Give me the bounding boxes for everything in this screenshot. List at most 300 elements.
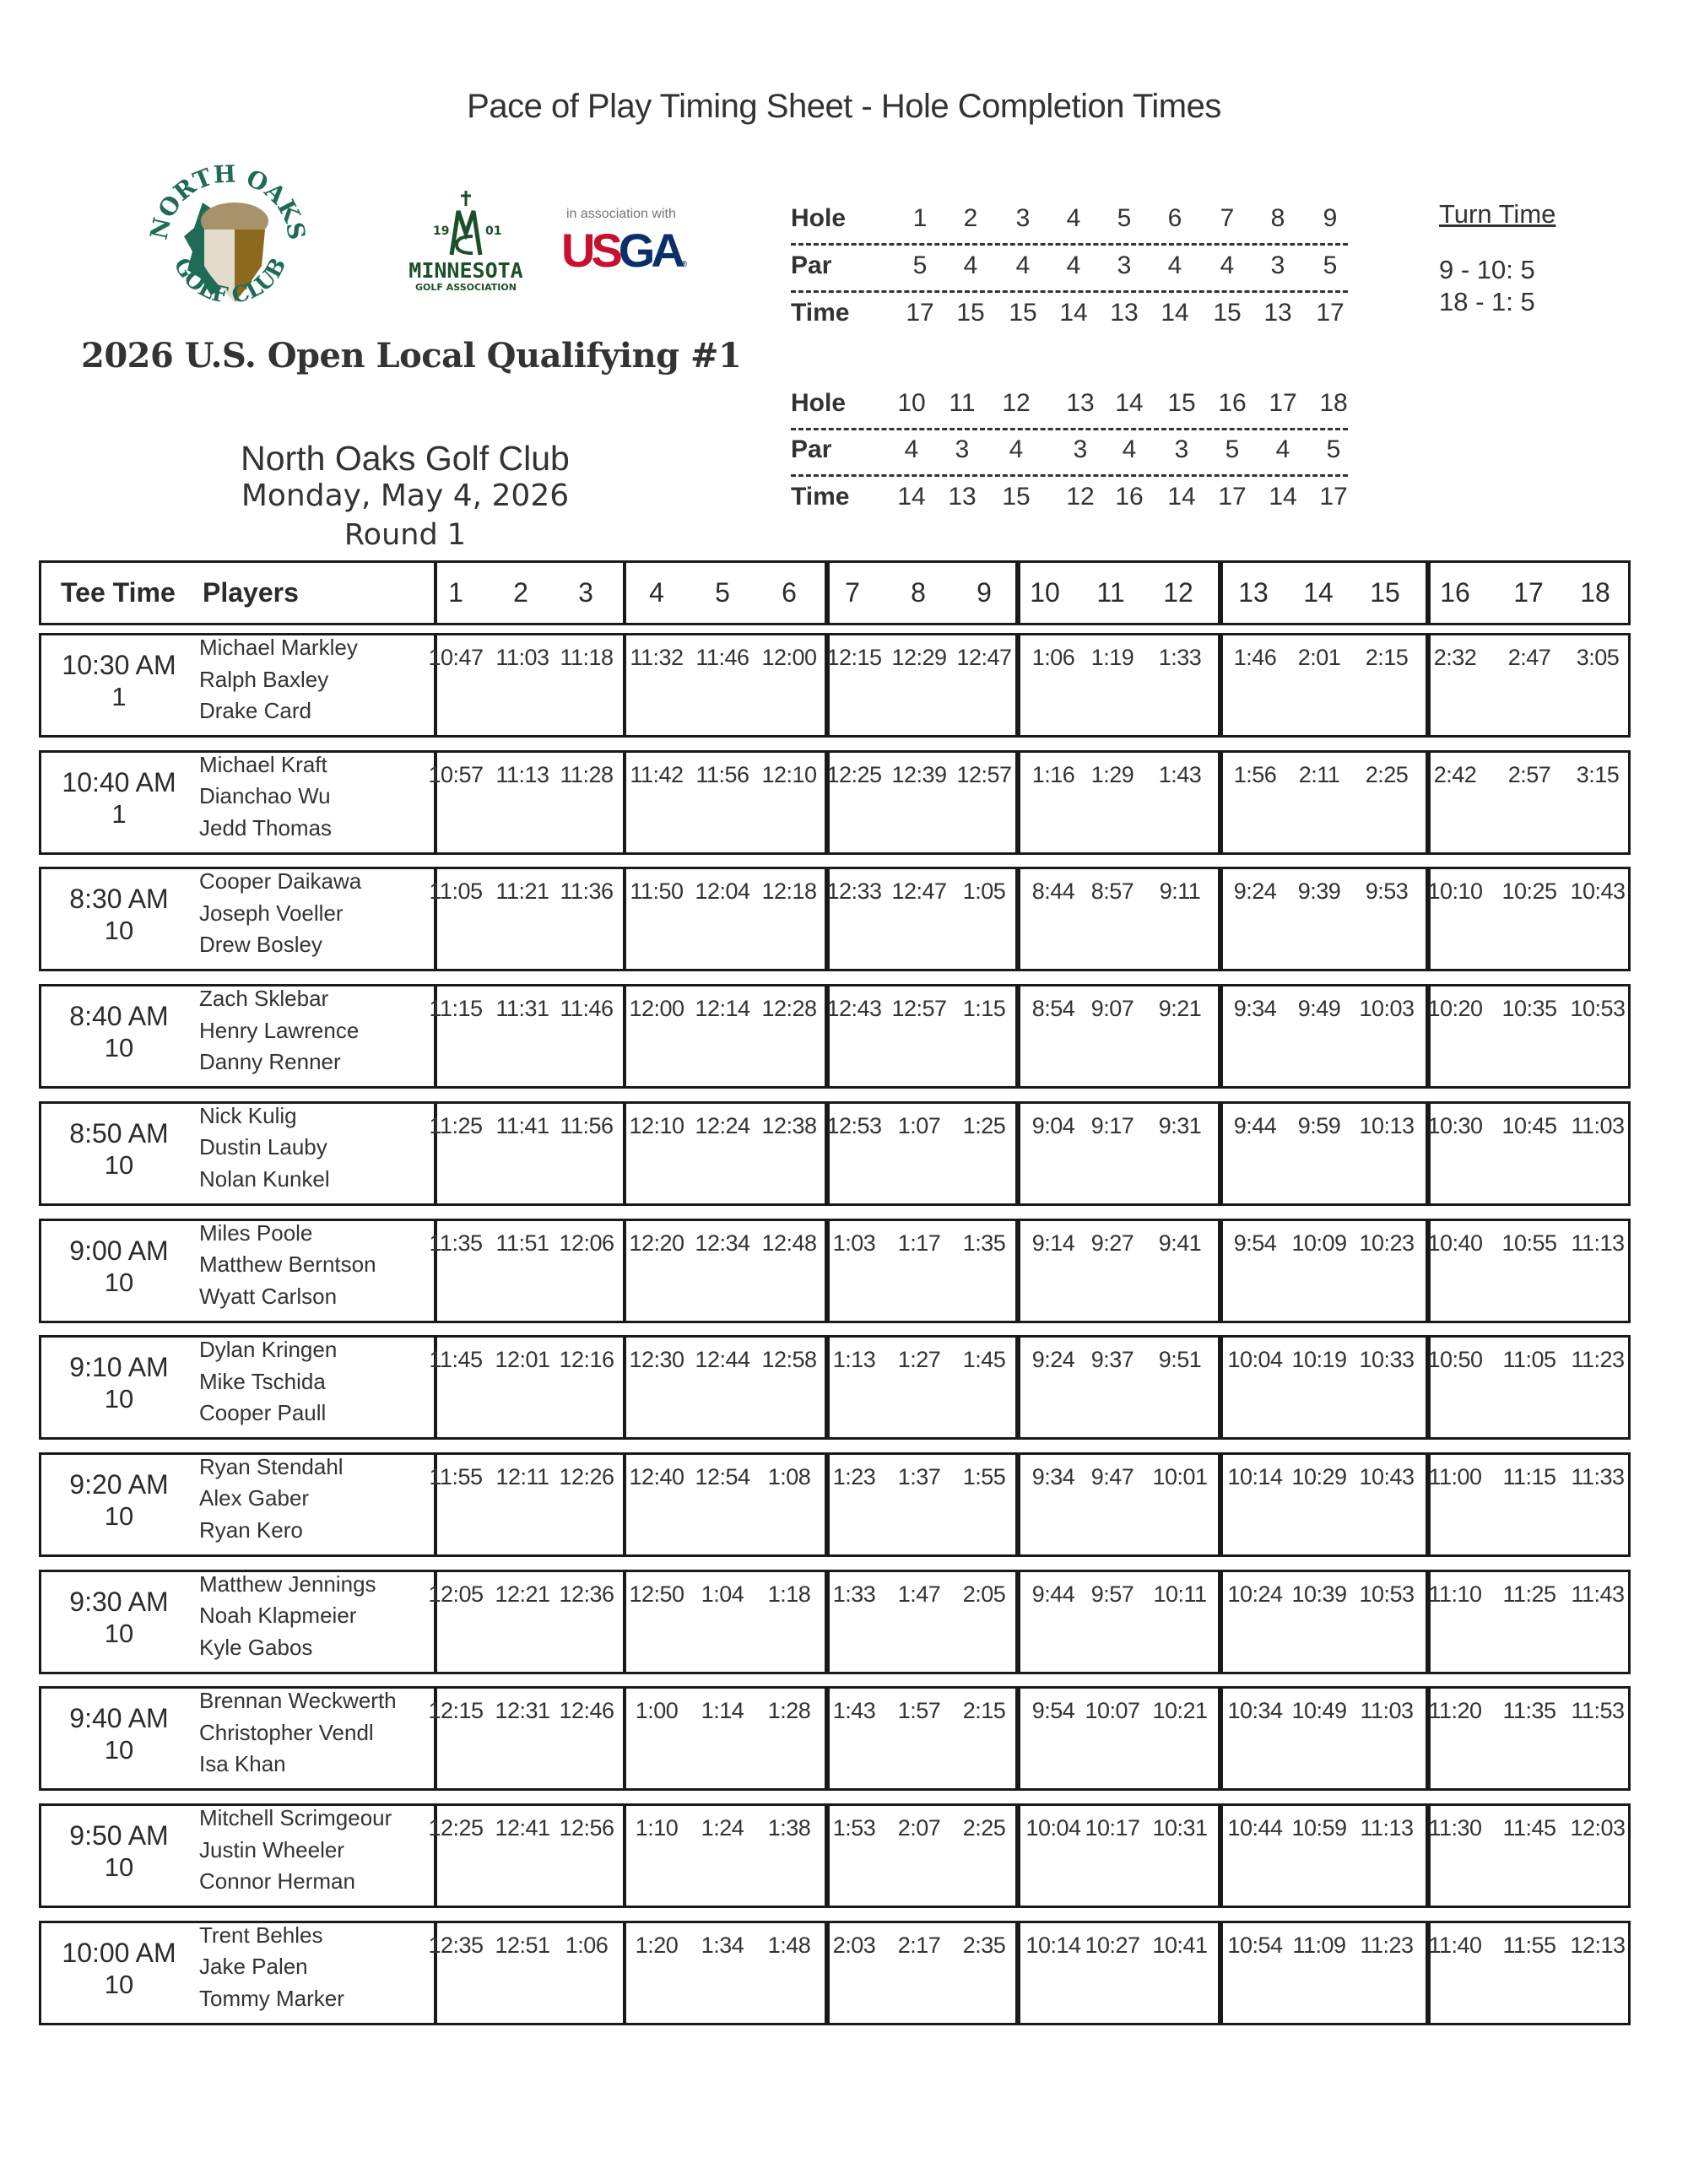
back_nine-par-value: 5 <box>1326 435 1341 463</box>
hole-completion-time: 1:38 <box>767 1815 811 1841</box>
hole-completion-time: 11:09 <box>1292 1932 1346 1958</box>
hole-completion-time: 11:55 <box>429 1463 483 1489</box>
starting-hole: 10 <box>104 1618 134 1648</box>
back_nine-hole-value: 13 <box>1066 389 1095 417</box>
page-title: Pace of Play Timing Sheet - Hole Completion Times <box>467 88 1221 125</box>
hole-number-header: 9 <box>977 577 992 608</box>
minnesota-golf-association-logo <box>392 187 540 297</box>
hole-completion-time: 12:10 <box>629 1112 684 1138</box>
hole-number-header: 3 <box>578 577 593 608</box>
hole-completion-time: 3:15 <box>1576 761 1620 787</box>
hole-completion-time: 2:32 <box>1433 645 1477 670</box>
hole-completion-time: 12:15 <box>428 1698 484 1724</box>
back_nine-par-value: 3 <box>1073 435 1088 463</box>
hole-completion-time: 11:43 <box>1571 1581 1625 1607</box>
starting-hole: 1 <box>111 798 127 829</box>
hole-completion-time: 8:44 <box>1031 878 1075 905</box>
hole-completion-time: 1:06 <box>1031 645 1075 670</box>
hole-completion-time: 2:15 <box>962 1698 1006 1724</box>
hole-completion-time: 1:13 <box>832 1347 876 1373</box>
front_nine-par-value: 5 <box>1323 251 1338 279</box>
hole-completion-time: 2:42 <box>1433 761 1477 787</box>
event-title: 2026 U.S. Open Local Qualifying #1 <box>81 336 742 376</box>
hole-completion-time: 1:20 <box>635 1932 679 1958</box>
hole-completion-time: 11:03 <box>495 645 549 670</box>
hole-completion-time: 12:26 <box>559 1463 614 1489</box>
back_nine-time-value: 16 <box>1115 483 1144 511</box>
registered-icon: ® <box>680 260 688 269</box>
hole-completion-time: 11:40 <box>1428 1932 1482 1958</box>
front_nine-par-value: 4 <box>963 251 978 279</box>
hole-completion-time: 1:10 <box>635 1815 679 1841</box>
front_nine-hole-value: 1 <box>912 204 928 232</box>
tee-time: 10:40 AM <box>62 766 176 797</box>
hole-completion-time: 1:33 <box>1158 645 1202 670</box>
hole-completion-time: 10:10 <box>1427 878 1483 905</box>
hole-completion-time: 11:46 <box>560 996 614 1022</box>
hole-completion-time: 12:01 <box>495 1347 550 1373</box>
hole-completion-time: 11:31 <box>495 996 549 1022</box>
table-row <box>39 1803 1631 1908</box>
player-name: Nick Kulig <box>199 1102 297 1128</box>
back_nine-par-value: 3 <box>1174 435 1189 463</box>
hole-completion-time: 1:46 <box>1233 645 1277 670</box>
hole-completion-time: 9:51 <box>1158 1347 1202 1373</box>
hole-completion-time: 1:03 <box>832 1230 876 1256</box>
hole-completion-time: 1:04 <box>701 1581 744 1607</box>
player-name: Tommy Marker <box>199 1985 344 2011</box>
hole-completion-time: 2:17 <box>897 1932 941 1958</box>
hole-completion-time: 12:05 <box>428 1581 484 1607</box>
hole-completion-time: 1:55 <box>962 1463 1006 1489</box>
front_nine-time-value: 14 <box>1059 299 1088 327</box>
hole-completion-time: 10:07 <box>1085 1698 1140 1724</box>
hole-completion-time: 2:01 <box>1297 645 1341 670</box>
hole-completion-time: 10:14 <box>1227 1463 1283 1489</box>
hole-completion-time: 11:35 <box>1502 1698 1556 1724</box>
tee-time: 8:50 AM <box>69 1117 169 1149</box>
hole-completion-time: 9:39 <box>1297 878 1341 905</box>
back_nine-time-value: 17 <box>1218 483 1247 511</box>
hole-completion-time: 11:42 <box>630 761 684 787</box>
hole-completion-time: 9:21 <box>1158 996 1202 1022</box>
hole-completion-time: 9:11 <box>1159 878 1201 905</box>
hole-completion-time: 9:49 <box>1297 996 1341 1022</box>
tee-time: 9:00 AM <box>69 1235 169 1266</box>
hole-number-header: 13 <box>1238 577 1269 608</box>
player-name: Zach Sklebar <box>199 986 329 1012</box>
hole-completion-time: 1:05 <box>962 878 1006 905</box>
hole-completion-time: 10:39 <box>1291 1581 1347 1607</box>
player-name: Joseph Voeller <box>199 900 344 926</box>
hole-completion-time: 11:00 <box>1428 1463 1482 1489</box>
hole-completion-time: 11:55 <box>1502 1932 1556 1958</box>
hole-completion-time: 12:28 <box>761 996 817 1022</box>
hole-completion-time: 12:24 <box>695 1112 750 1138</box>
starting-hole: 10 <box>104 1852 134 1882</box>
front_nine-time-value: 13 <box>1263 299 1292 327</box>
back_nine-time-value: 12 <box>1066 483 1095 511</box>
front_nine-time-value: 17 <box>906 299 934 327</box>
hole-completion-time: 10:04 <box>1025 1815 1081 1841</box>
hole-completion-time: 12:58 <box>761 1347 817 1373</box>
hole-completion-time: 11:03 <box>1571 1112 1625 1138</box>
hole-completion-time: 11:50 <box>630 878 684 905</box>
hole-completion-time: 11:33 <box>1571 1463 1625 1489</box>
back_nine-par-value: 3 <box>955 435 970 463</box>
hole-completion-time: 10:54 <box>1227 1932 1283 1958</box>
hole-completion-time: 12:21 <box>495 1581 550 1607</box>
front_nine-par-value: 5 <box>912 251 928 279</box>
front_nine-par-value: 4 <box>1066 251 1081 279</box>
hole-completion-time: 12:36 <box>559 1581 614 1607</box>
hole-completion-time: 12:44 <box>695 1347 750 1373</box>
front_nine-hole-value: 9 <box>1323 204 1338 232</box>
player-name: Noah Klapmeier <box>199 1603 357 1629</box>
tee-time-header: Tee Time <box>61 577 176 608</box>
player-name: Ryan Stendahl <box>199 1453 344 1479</box>
tee-time: 9:50 AM <box>69 1820 169 1851</box>
back_nine-hole-value: 10 <box>897 389 926 417</box>
hole-completion-time: 11:05 <box>1502 1347 1556 1373</box>
hole-completion-time: 9:37 <box>1090 1347 1134 1373</box>
back_nine-hole-value: 18 <box>1319 389 1348 417</box>
hole-completion-time: 2:25 <box>1365 761 1409 787</box>
hole-completion-time: 12:18 <box>761 878 817 905</box>
hole-completion-time: 1:57 <box>897 1698 941 1724</box>
front_nine-time-value: 13 <box>1110 299 1139 327</box>
back_nine-par-value: 4 <box>1122 435 1137 463</box>
players-header: Players <box>203 577 299 608</box>
usga-association-text: in association with <box>566 207 676 221</box>
front_nine-hole-value: 5 <box>1117 204 1132 232</box>
hole-completion-time: 11:21 <box>495 878 549 905</box>
hole-completion-time: 1:29 <box>1090 761 1134 787</box>
hole-completion-time: 10:13 <box>1359 1112 1415 1138</box>
hole-completion-time: 2:03 <box>832 1932 876 1958</box>
hole-completion-time: 1:43 <box>832 1698 876 1724</box>
hole-completion-time: 11:46 <box>695 645 749 670</box>
back_nine-time-value: 14 <box>897 483 926 511</box>
hole-completion-time: 10:04 <box>1227 1347 1283 1373</box>
hole-completion-time: 12:47 <box>891 878 947 905</box>
svg-text:01: 01 <box>485 224 502 238</box>
front_nine-par-value: 3 <box>1270 251 1285 279</box>
hole-completion-time: 9:44 <box>1233 1112 1277 1138</box>
hole-completion-time: 11:45 <box>429 1347 483 1373</box>
player-name: Dianchao Wu <box>199 783 331 809</box>
tee-time: 9:10 AM <box>69 1352 169 1383</box>
hole-completion-time: 1:53 <box>832 1815 876 1841</box>
hole-completion-time: 10:17 <box>1085 1815 1140 1841</box>
hole-completion-time: 10:03 <box>1359 996 1415 1022</box>
table-row <box>39 1101 1631 1206</box>
hole-number-header: 7 <box>845 577 860 608</box>
hole-completion-time: 12:57 <box>956 761 1012 787</box>
front_nine-hole-value: 7 <box>1220 204 1235 232</box>
hole-completion-time: 9:24 <box>1233 878 1277 905</box>
player-name: Michael Markley <box>199 635 358 660</box>
back_nine-time-value: 15 <box>1002 483 1031 511</box>
hole-completion-time: 10:45 <box>1501 1112 1557 1138</box>
hole-completion-time: 8:57 <box>1090 878 1134 905</box>
starting-hole: 1 <box>111 682 127 711</box>
player-name: Trent Behles <box>199 1922 323 1948</box>
hole-completion-time: 12:03 <box>1570 1815 1626 1841</box>
hole-completion-time: 11:41 <box>495 1112 549 1138</box>
hole-completion-time: 9:41 <box>1158 1230 1202 1256</box>
hole-completion-time: 10:19 <box>1291 1347 1347 1373</box>
hole-number-header: 1 <box>448 577 463 608</box>
hole-completion-time: 9:24 <box>1031 1347 1075 1373</box>
hole-completion-time: 12:41 <box>495 1815 550 1841</box>
front_nine-hole-label: Hole <box>791 204 847 232</box>
hole-completion-time: 1:28 <box>767 1698 811 1724</box>
usga-us-text: US <box>561 224 619 277</box>
hole-completion-time: 11:18 <box>560 645 614 670</box>
player-name: Connor Herman <box>199 1868 355 1894</box>
hole-completion-time: 2:25 <box>962 1815 1006 1841</box>
hole-completion-time: 1:24 <box>701 1815 744 1841</box>
hole-completion-time: 9:34 <box>1233 996 1277 1022</box>
hole-completion-time: 12:54 <box>695 1463 750 1489</box>
hole-completion-time: 10:43 <box>1359 1463 1415 1489</box>
hole-completion-time: 12:43 <box>826 996 882 1022</box>
hole-completion-time: 10:44 <box>1227 1815 1283 1841</box>
hole-completion-time: 12:29 <box>891 645 947 670</box>
hole-completion-time: 9:59 <box>1297 1112 1341 1138</box>
hole-completion-time: 9:17 <box>1090 1112 1134 1138</box>
hole-completion-time: 10:41 <box>1152 1932 1208 1958</box>
starting-hole: 10 <box>104 916 134 946</box>
hole-completion-time: 11:32 <box>630 645 684 670</box>
front_nine-time-label: Time <box>791 299 850 327</box>
player-name: Alex Gaber <box>199 1485 310 1511</box>
starting-hole: 10 <box>104 1500 134 1531</box>
hole-completion-time: 12:13 <box>1570 1932 1626 1958</box>
hole-completion-time: 1:45 <box>962 1347 1006 1373</box>
hole-completion-time: 10:27 <box>1085 1932 1140 1958</box>
player-name: Cooper Daikawa <box>199 868 362 895</box>
hole-completion-time: 12:30 <box>629 1347 684 1373</box>
hole-completion-time: 11:03 <box>1360 1698 1414 1724</box>
hole-completion-time: 11:30 <box>1428 1815 1482 1841</box>
starting-hole: 10 <box>104 1033 134 1063</box>
venue-name: North Oaks Golf Club <box>241 439 570 478</box>
hole-completion-time: 1:00 <box>635 1698 679 1724</box>
table-row <box>39 1921 1631 2025</box>
hole-completion-time: 10:23 <box>1359 1230 1415 1256</box>
hole-completion-time: 12:04 <box>695 878 750 905</box>
player-name: Drew Bosley <box>199 932 322 958</box>
table-row <box>39 1452 1631 1557</box>
back_nine-hole-value: 16 <box>1218 389 1247 417</box>
front_nine-hole-value: 6 <box>1167 204 1182 232</box>
back_nine-time-value: 14 <box>1269 483 1297 511</box>
svg-text:GOLF ASSOCIATION: GOLF ASSOCIATION <box>415 282 517 293</box>
hole-completion-time: 11:36 <box>560 878 614 905</box>
front_nine-hole-value: 2 <box>963 204 978 232</box>
back_nine-hole-label: Hole <box>791 389 847 417</box>
hole-completion-time: 12:14 <box>695 996 750 1022</box>
back_nine-par-value: 4 <box>904 435 919 463</box>
hole-number-header: 14 <box>1303 577 1334 608</box>
table-row <box>39 1686 1631 1791</box>
tee-time: 9:40 AM <box>69 1703 169 1734</box>
hole-completion-time: 10:49 <box>1291 1698 1347 1724</box>
hole-completion-time: 10:53 <box>1570 996 1626 1022</box>
back_nine-par-label: Par <box>791 435 832 463</box>
dashed-divider <box>791 290 1348 293</box>
player-name: Michael Kraft <box>199 751 327 777</box>
player-name: Brennan Weckwerth <box>199 1688 397 1714</box>
hole-completion-time: 11:10 <box>1428 1581 1482 1607</box>
hole-completion-time: 1:47 <box>897 1581 941 1607</box>
hole-completion-time: 1:06 <box>565 1932 609 1958</box>
player-name: Wyatt Carlson <box>199 1283 338 1309</box>
starting-hole: 10 <box>104 1969 134 1999</box>
hole-number-header: 17 <box>1513 577 1544 608</box>
hole-completion-time: 12:50 <box>629 1581 684 1607</box>
hole-completion-time: 12:57 <box>891 996 947 1022</box>
hole-completion-time: 12:06 <box>559 1230 614 1256</box>
hole-number-header: 8 <box>911 577 926 608</box>
acorn-icon <box>143 152 312 321</box>
player-name: Christopher Vendl <box>199 1719 374 1745</box>
hole-completion-time: 10:11 <box>1153 1581 1207 1607</box>
hole-completion-time: 10:35 <box>1501 996 1557 1022</box>
table-row <box>39 633 1631 738</box>
hole-completion-time: 11:13 <box>495 761 549 787</box>
front_nine-par-value: 4 <box>1015 251 1031 279</box>
hole-completion-time: 2:47 <box>1507 645 1551 670</box>
hole-number-header: 4 <box>649 577 664 608</box>
hole-number-header: 11 <box>1096 577 1125 608</box>
starting-hole: 10 <box>104 1384 134 1414</box>
hole-completion-time: 10:59 <box>1291 1815 1347 1841</box>
tee-time: 9:30 AM <box>69 1586 169 1617</box>
hole-completion-time: 10:31 <box>1152 1815 1208 1841</box>
hole-completion-time: 1:25 <box>962 1112 1006 1138</box>
hole-number-header: 10 <box>1030 577 1060 608</box>
hole-completion-time: 1:19 <box>1090 645 1134 670</box>
starting-hole: 10 <box>104 1149 134 1180</box>
front_nine-time-value: 17 <box>1316 299 1344 327</box>
hole-completion-time: 11:35 <box>429 1230 483 1256</box>
hole-completion-time: 12:39 <box>891 761 947 787</box>
hole-completion-time: 12:15 <box>826 645 882 670</box>
hole-number-header: 5 <box>715 577 730 608</box>
hole-completion-time: 12:11 <box>495 1463 549 1489</box>
player-name: Mike Tschida <box>199 1368 326 1394</box>
table-row <box>39 1570 1631 1674</box>
hole-completion-time: 10:57 <box>428 761 484 787</box>
starting-hole: 10 <box>104 1267 134 1297</box>
hole-completion-time: 10:29 <box>1291 1463 1347 1489</box>
hole-completion-time: 10:50 <box>1427 1347 1483 1373</box>
mga-monogram-icon <box>392 187 540 297</box>
hole-completion-time: 11:53 <box>1571 1698 1625 1724</box>
front_nine-hole-value: 3 <box>1015 204 1031 232</box>
hole-completion-time: 9:54 <box>1233 1230 1277 1256</box>
hole-completion-time: 11:25 <box>1502 1581 1556 1607</box>
hole-completion-time: 12:38 <box>761 1112 817 1138</box>
hole-completion-time: 12:46 <box>559 1698 614 1724</box>
hole-completion-time: 1:43 <box>1158 761 1202 787</box>
hole-completion-time: 10:20 <box>1427 996 1483 1022</box>
hole-completion-time: 10:33 <box>1359 1347 1415 1373</box>
hole-completion-time: 12:33 <box>826 878 882 905</box>
hole-number-header: 18 <box>1580 577 1610 608</box>
hole-completion-time: 11:45 <box>1502 1815 1556 1841</box>
hole-completion-time: 10:55 <box>1501 1230 1557 1256</box>
hole-completion-time: 10:25 <box>1501 878 1557 905</box>
hole-completion-time: 2:05 <box>962 1581 1006 1607</box>
hole-completion-time: 10:21 <box>1152 1698 1208 1724</box>
hole-completion-time: 10:30 <box>1427 1112 1483 1138</box>
player-name: Henry Lawrence <box>199 1017 360 1043</box>
hole-completion-time: 8:54 <box>1031 996 1075 1022</box>
hole-completion-time: 9:53 <box>1365 878 1409 905</box>
hole-completion-time: 2:15 <box>1365 645 1409 670</box>
hole-completion-time: 12:16 <box>559 1347 614 1373</box>
hole-completion-time: 3:05 <box>1576 645 1620 670</box>
hole-completion-time: 10:09 <box>1291 1230 1347 1256</box>
player-name: Matthew Jennings <box>199 1570 376 1597</box>
hole-completion-time: 12:51 <box>495 1932 550 1958</box>
hole-completion-time: 10:53 <box>1359 1581 1415 1607</box>
hole-completion-time: 11:56 <box>560 1112 614 1138</box>
hole-completion-time: 2:07 <box>897 1815 941 1841</box>
usga-ga-text: GA <box>618 224 681 277</box>
back_nine-time-label: Time <box>791 483 850 511</box>
hole-completion-time: 1:37 <box>897 1463 941 1489</box>
hole-completion-time: 1:07 <box>897 1112 941 1138</box>
hole-number-header: 6 <box>782 577 797 608</box>
hole-completion-time: 9:34 <box>1031 1463 1075 1489</box>
hole-completion-time: 9:54 <box>1031 1698 1075 1724</box>
hole-completion-time: 1:56 <box>1233 761 1277 787</box>
svg-text:NORTH OAKS: NORTH OAKS <box>144 159 311 242</box>
back_nine-hole-value: 11 <box>949 389 976 417</box>
front_nine-hole-value: 4 <box>1066 204 1081 232</box>
player-name: Nolan Kunkel <box>199 1165 330 1192</box>
hole-completion-time: 12:48 <box>761 1230 817 1256</box>
hole-completion-time: 11:13 <box>1360 1815 1414 1841</box>
hole-completion-time: 1:33 <box>832 1581 876 1607</box>
hole-completion-time: 11:15 <box>429 996 483 1022</box>
hole-completion-time: 12:47 <box>956 645 1012 670</box>
hole-completion-time: 11:13 <box>1571 1230 1625 1256</box>
back_nine-par-value: 4 <box>1009 435 1024 463</box>
player-name: Dustin Lauby <box>199 1134 327 1160</box>
front_nine-par-value: 4 <box>1220 251 1235 279</box>
hole-completion-time: 2:11 <box>1298 761 1340 787</box>
dashed-divider <box>791 428 1348 430</box>
svg-text:MINNESOTA: MINNESOTA <box>408 258 523 283</box>
hole-completion-time: 12:34 <box>695 1230 750 1256</box>
turn-time-9-10: 9 - 10: 5 <box>1439 255 1535 284</box>
back_nine-hole-value: 17 <box>1269 389 1297 417</box>
back_nine-time-value: 13 <box>948 483 977 511</box>
hole-completion-time: 9:31 <box>1158 1112 1202 1138</box>
player-name: Danny Renner <box>199 1049 341 1075</box>
back_nine-hole-value: 12 <box>1002 389 1031 417</box>
starting-hole: 10 <box>104 1735 134 1765</box>
back_nine-time-value: 17 <box>1319 483 1348 511</box>
hole-completion-time: 1:08 <box>767 1463 811 1489</box>
tee-time: 8:30 AM <box>69 884 169 915</box>
